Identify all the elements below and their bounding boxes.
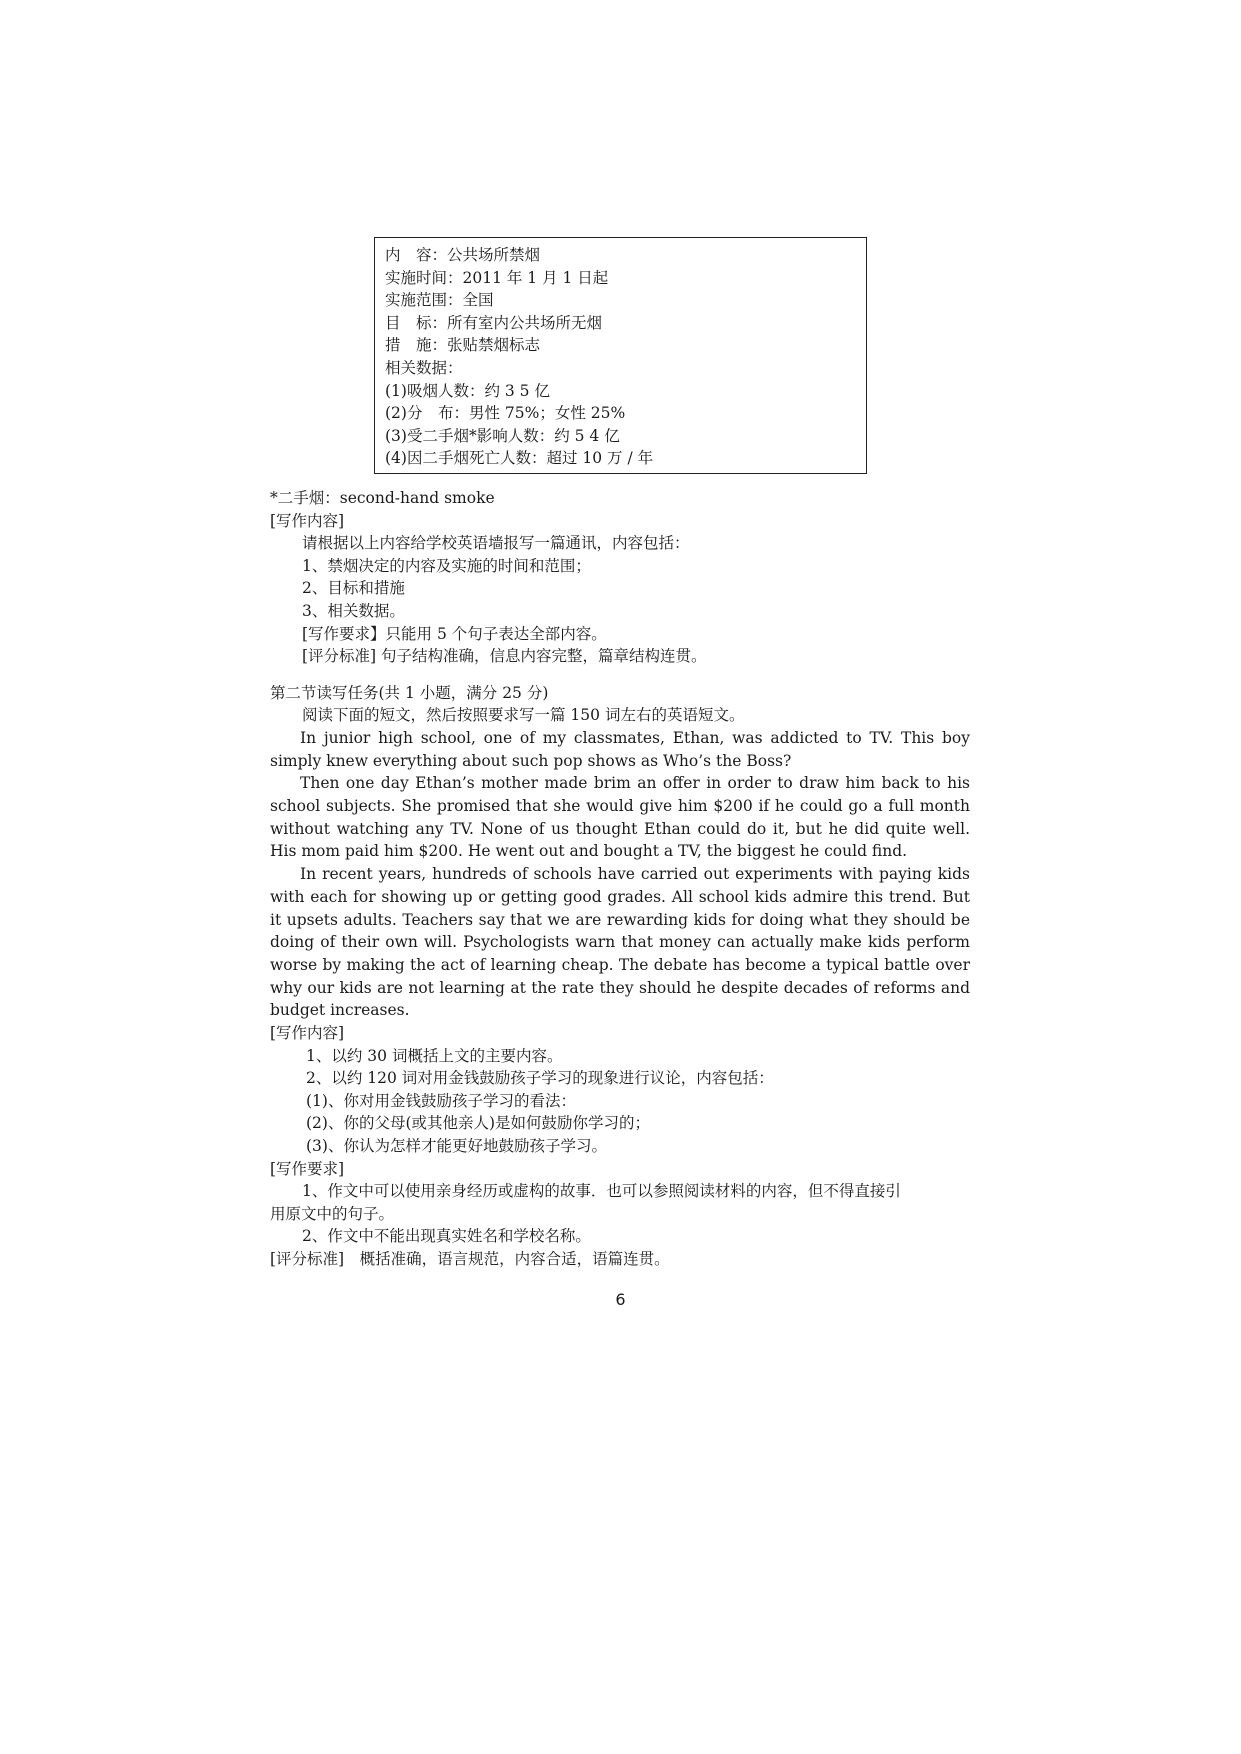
list-item: (1)、你对用金钱鼓励孩子学习的看法： [306,1091,576,1110]
info-box [374,237,867,474]
list-item: 1、以约 30 词概括上文的主要内容。 [306,1046,563,1065]
passage-paragraph: Then one day Ethan’s mother made brim an offer in order to draw him back to his school subjects. She promised that she would give him $200 if he could go a full month without watching any TV. None of us thought Ethan could do it, but he did quite well. His mom paid him $200. He went out and bought a TV, the biggest he could find. [270,774,970,861]
instruction: 请根据以上内容给学校英语墙报写一篇通讯，内容包括： [302,534,690,553]
info-line: (3)受二手烟*影响人数：约 5 4 亿 [385,426,620,445]
passage-paragraph: In junior high school, one of my classmates, Ethan, was addicted to TV. This boy simply knew everything about such pop shows as Who’s the Boss? [270,728,970,770]
list-item: 2、目标和措施 [302,579,405,598]
requirement: 用原文中的句子。 [270,1204,395,1223]
info-line: 相关数据： [385,358,463,377]
section-heading: [写作内容] [270,1024,345,1043]
instruction: 阅读下面的短文，然后按照要求写一篇 150 词左右的英语短文。 [302,706,745,725]
passage-paragraph: In recent years, hundreds of schools have carried out experiments with paying kids with each for showing up or getting good grades. All school kids admire this trend. But it upsets adults. Teachers say that we are rewarding kids for doing what they should be doing of their own will. Psychologists warn that money can actually make kids perform worse by making the act of learning cheap. The debate has become a typical battle over why our kids are not learning at the rate they should he despite decades of reforms and budget increases. [270,865,970,1020]
section-title: 第二节读写任务(共 1 小题，满分 25 分) [270,683,549,702]
page-number: 6 [615,1290,626,1309]
criteria: [评分标准] 概括准确，语言规范，内容合适，语篇连贯。 [270,1250,670,1269]
list-item: 2、以约 120 词对用金钱鼓励孩子学习的现象进行议论，内容包括： [306,1069,774,1088]
info-line: 目 标：所有室内公共场所无烟 [385,313,603,332]
info-line: (4)因二手烟死亡人数：超过 10 万 / 年 [385,449,654,468]
info-line: 内 容：公共场所禁烟 [385,246,541,264]
spacer [270,668,970,682]
requirement: 2、作文中不能出现真实姓名和学校名称。 [302,1227,591,1246]
section-heading: [写作要求] [270,1159,345,1178]
requirement: 1、作文中可以使用亲身经历或虚构的故事．也可以参照阅读材料的内容，但不得直接引 [302,1182,901,1201]
requirement: [写作要求】只能用 5 个句子表达全部内容。 [302,624,607,643]
footnote: *二手烟：second-hand smoke [270,489,495,507]
info-line: 实施范围：全国 [385,291,494,310]
list-item: 3、相关数据。 [302,601,405,620]
info-line: 实施时间：2011 年 1 月 1 日起 [385,268,609,287]
section-heading: [写作内容] [270,511,345,530]
list-item: (2)、你的父母(或其他亲人)是如何鼓励你学习的； [306,1114,651,1133]
list-item: 1、禁烟决定的内容及实施的时间和范围； [302,556,591,575]
list-item: (3)、你认为怎样才能更好地鼓励孩子学习。 [306,1137,607,1156]
info-line: (1)吸烟人数：约 3 5 亿 [385,381,550,400]
info-line: (2)分 布：男性 75%；女性 25% [385,404,626,423]
main-content [270,487,970,1271]
info-line: 措 施：张贴禁烟标志 [385,336,541,355]
criteria: [评分标准] 句子结构准确，信息内容完整，篇章结构连贯。 [302,647,707,666]
